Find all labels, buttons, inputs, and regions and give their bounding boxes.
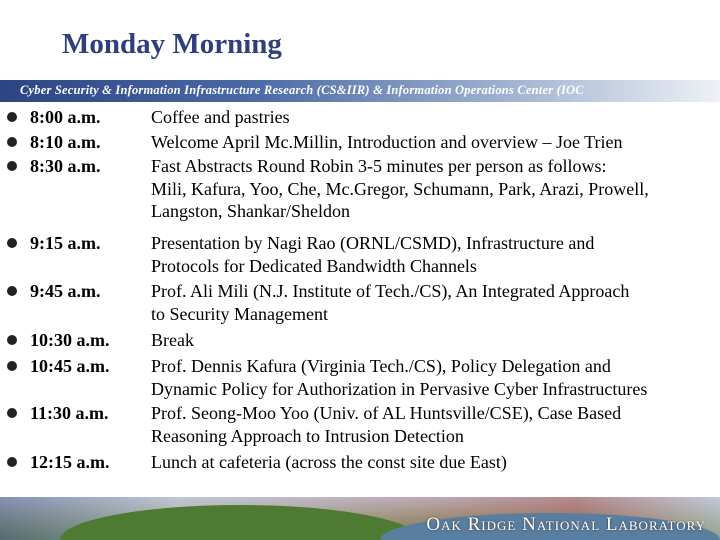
schedule-time: 10:45 a.m. xyxy=(30,356,110,376)
bullet-icon xyxy=(7,457,17,467)
bullet-icon xyxy=(7,112,17,122)
description-line: Fast Abstracts Round Robin 3-5 minutes per person as follows: xyxy=(151,156,607,176)
schedule-time: 12:15 a.m. xyxy=(30,452,110,472)
description-line: Welcome April Mc.Millin, Introduction and overview – Joe Trien xyxy=(151,132,623,152)
description-line: Langston, Shankar/Sheldon xyxy=(151,201,350,221)
description-line: Presentation by Nagi Rao (ORNL/CSMD), Infrastructure and xyxy=(151,233,595,253)
description-line: Mili, Kafura, Yoo, Che, Mc.Gregor, Schumann, Park, Arazi, Prowell, xyxy=(151,178,649,199)
description-line: Protocols for Dedicated Bandwidth Channels xyxy=(151,255,477,276)
footer-image xyxy=(0,497,720,540)
bullet-icon xyxy=(7,335,17,345)
banner-text: Cyber Security & Information Infrastructure Research (CS&IIR) & Information Operations Center (IOC xyxy=(20,83,584,97)
schedule-description xyxy=(151,280,716,325)
bullet-icon xyxy=(7,361,17,371)
schedule-time: 8:10 a.m. xyxy=(30,132,101,152)
bullet-icon xyxy=(7,137,17,147)
schedule-description xyxy=(151,451,716,474)
schedule-time: 10:30 a.m. xyxy=(30,330,110,350)
bullet-icon xyxy=(7,238,17,248)
description-line: Prof. Ali Mili (N.J. Institute of Tech./CS), An Integrated Approach xyxy=(151,281,630,301)
slide-title: Monday Morning xyxy=(62,28,282,60)
bullet-icon xyxy=(7,408,17,418)
schedule-description xyxy=(151,232,716,277)
schedule-description xyxy=(151,329,716,352)
schedule-time: 9:15 a.m. xyxy=(30,233,101,253)
schedule-description xyxy=(151,355,716,400)
description-line: Coffee and pastries xyxy=(151,107,290,127)
description-line: Prof. Dennis Kafura (Virginia Tech./CS), Policy Delegation and xyxy=(151,356,611,376)
schedule-time: 9:45 a.m. xyxy=(30,281,101,301)
description-line: Dynamic Policy for Authorization in Pervasive Cyber Infrastructures xyxy=(151,378,648,399)
footer-logo-text: Oak Ridge National Laboratory xyxy=(426,514,706,535)
description-line: Break xyxy=(151,330,194,350)
bullet-icon xyxy=(7,161,17,171)
schedule-time: 8:00 a.m. xyxy=(30,107,101,127)
header-banner xyxy=(0,80,720,102)
schedule-description xyxy=(151,402,716,447)
description-line: to Security Management xyxy=(151,303,328,324)
description-line: Reasoning Approach to Intrusion Detection xyxy=(151,425,464,446)
schedule-description xyxy=(151,155,716,223)
schedule-description xyxy=(151,131,716,154)
description-line: Prof. Seong-Moo Yoo (Univ. of AL Huntsville/CSE), Case Based xyxy=(151,403,622,423)
description-line: Lunch at cafeteria (across the const site due East) xyxy=(151,452,507,472)
schedule-description xyxy=(151,106,716,129)
bullet-icon xyxy=(7,286,17,296)
schedule-time: 8:30 a.m. xyxy=(30,156,101,176)
schedule-time: 11:30 a.m. xyxy=(30,403,109,423)
